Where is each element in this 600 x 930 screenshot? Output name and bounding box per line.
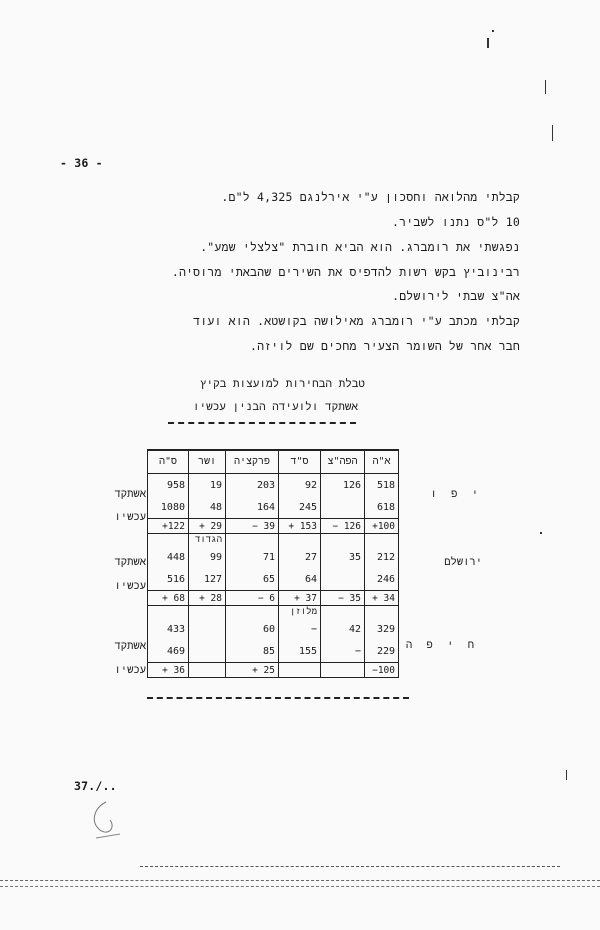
table-cell: +122 <box>148 519 189 534</box>
city-label-haifa: ח י פ ה <box>405 639 478 651</box>
table-cell <box>226 606 279 619</box>
table-cell: 433 <box>148 618 189 640</box>
table-cell <box>321 534 365 547</box>
table-cell: 245 <box>279 496 321 519</box>
scan-edge-line <box>0 886 600 887</box>
table-row-yafo-last-year <box>148 474 399 497</box>
table-cell: 99 <box>189 546 226 568</box>
table-cell: − 6 <box>226 591 279 606</box>
table-cell: + 68 <box>148 591 189 606</box>
scan-speck <box>487 38 489 48</box>
table-cell <box>365 606 399 619</box>
scan-speck <box>545 80 546 94</box>
table-cell: + 37 <box>279 591 321 606</box>
paragraph-2: 10 ל"ס נתנו לשביר. <box>392 215 520 229</box>
table-cell <box>321 663 365 678</box>
table-cell: + 34 <box>365 591 399 606</box>
table-cell <box>321 496 365 519</box>
table-cell <box>321 568 365 591</box>
scan-speck <box>492 30 494 32</box>
row-label-jerusalem-now: עכשיו <box>114 580 146 592</box>
scan-edge-line <box>0 880 600 881</box>
table-cell <box>279 663 321 678</box>
table-cell <box>148 534 189 547</box>
paragraph-1: קבלתי מהלואה וחסכון ע"י אירלנגם 4,325 ל"ם. <box>221 190 520 204</box>
table-cell: 329 <box>365 618 399 640</box>
table-cell: − 35 <box>321 591 365 606</box>
table-cell: 35 <box>321 546 365 568</box>
table-cell: 469 <box>148 640 189 663</box>
table-cell: 212 <box>365 546 399 568</box>
table-cell: 85 <box>226 640 279 663</box>
table-cell: 60 <box>226 618 279 640</box>
table-cell: 42 <box>321 618 365 640</box>
city-label-jerusalem: ירושלם <box>444 556 482 568</box>
header-cell: פרקציה <box>226 450 279 474</box>
table-cell: 448 <box>148 546 189 568</box>
table-cell <box>279 534 321 547</box>
pencil-scribble-icon <box>86 798 126 844</box>
row-label-jerusalem-last-year: אשתקד <box>114 556 146 568</box>
table-cell <box>148 606 189 619</box>
table-row-jerusalem-sublabel <box>148 534 399 547</box>
sublabel-meluzan: מלוזן <box>279 606 321 619</box>
table-row-yafo-now <box>148 496 399 519</box>
row-label-yafo-last-year: אשתקד <box>114 488 146 500</box>
paragraph-6: קבלתי מכתב ע"י רומברג מאילושה בקושטא. הוא ועוד <box>193 314 520 328</box>
continuation-mark: 37./.. <box>74 779 117 793</box>
table-cell <box>189 606 226 619</box>
table-cell: 516 <box>148 568 189 591</box>
row-label-yafo-now: עכשיו <box>114 511 146 523</box>
table-cell: 48 <box>189 496 226 519</box>
table-cell: 71 <box>226 546 279 568</box>
table-cell: 618 <box>365 496 399 519</box>
table-cell: 203 <box>226 474 279 497</box>
row-label-haifa-now: עכשיו <box>114 664 146 676</box>
table-row-jerusalem-now <box>148 568 399 591</box>
table-cell: − 39 <box>226 519 279 534</box>
table-cell <box>189 618 226 640</box>
table-cell <box>189 663 226 678</box>
header-cell: ס"ד <box>279 450 321 474</box>
header-cell: הפה"צ <box>321 450 365 474</box>
table-cell: 246 <box>365 568 399 591</box>
table-cell: + 25 <box>226 663 279 678</box>
table-cell: + 28 <box>189 591 226 606</box>
table-cell: +100 <box>365 519 399 534</box>
scan-speck <box>552 125 553 141</box>
header-cell: ס"ה <box>148 450 189 474</box>
table-row-jerusalem-diff <box>148 591 399 606</box>
paragraph-3: נפגשתי את רומברג. הוא הביא חוברת "צלצלי שמע". <box>200 240 520 254</box>
caption-underline <box>168 422 356 424</box>
table-cell <box>365 534 399 547</box>
table-cell <box>189 640 226 663</box>
table-header-row <box>148 450 399 474</box>
header-cell: ושר <box>189 450 226 474</box>
scan-speck <box>566 770 567 780</box>
table-row-yafo-diff <box>148 519 399 534</box>
table-cell: 155 <box>279 640 321 663</box>
table-row-jerusalem-last-year <box>148 546 399 568</box>
table-cell: + 36 <box>148 663 189 678</box>
table-cell: 19 <box>189 474 226 497</box>
table-cell: 65 <box>226 568 279 591</box>
table-cell: 229 <box>365 640 399 663</box>
table-cell: 518 <box>365 474 399 497</box>
paragraph-7: חבר אחר של השומר הצעיר מחכים שם לויזה. <box>249 339 520 353</box>
table-cell: 164 <box>226 496 279 519</box>
table-row-haifa-sublabel <box>148 606 399 619</box>
table-bottom-rule <box>147 697 409 699</box>
table-cell: 92 <box>279 474 321 497</box>
header-cell: א"ה <box>365 450 399 474</box>
paragraph-4: רבינוביץ בקש רשות להדפיס את השירים שהבאתי מרוסיה. <box>171 265 520 279</box>
table-cell: − <box>279 618 321 640</box>
table-cell: −100 <box>365 663 399 678</box>
sublabel-gadud: הגדוד <box>189 534 226 547</box>
page-number: - 36 - <box>60 156 103 170</box>
table-cell <box>321 606 365 619</box>
table-cell <box>226 534 279 547</box>
scan-edge-line <box>140 866 560 867</box>
city-label-yafo: י פ ו <box>430 488 482 500</box>
table-row-haifa-now <box>148 640 399 663</box>
paragraph-5: אה"צ שבתי לירושלם. <box>392 289 520 303</box>
table-cell: − <box>321 640 365 663</box>
table-cell: 27 <box>279 546 321 568</box>
election-results-table <box>147 449 399 678</box>
table-row-haifa-diff <box>148 663 399 678</box>
table-cell: 127 <box>189 568 226 591</box>
table-cell: + 29 <box>189 519 226 534</box>
table-caption-line-2: אשתקד ולועידה הבנין עכשיו <box>192 400 358 413</box>
table-row-haifa-last-year <box>148 618 399 640</box>
table-caption-line-1: טבלת הבחירות למועצות בקיץ <box>199 377 365 390</box>
table-cell: 126 <box>321 474 365 497</box>
table-cell: − 126 <box>321 519 365 534</box>
row-label-haifa-last-year: אשתקד <box>114 640 146 652</box>
scan-speck <box>540 532 542 534</box>
table-cell: 1080 <box>148 496 189 519</box>
table-cell: 958 <box>148 474 189 497</box>
table-cell: + 153 <box>279 519 321 534</box>
table-cell: 64 <box>279 568 321 591</box>
